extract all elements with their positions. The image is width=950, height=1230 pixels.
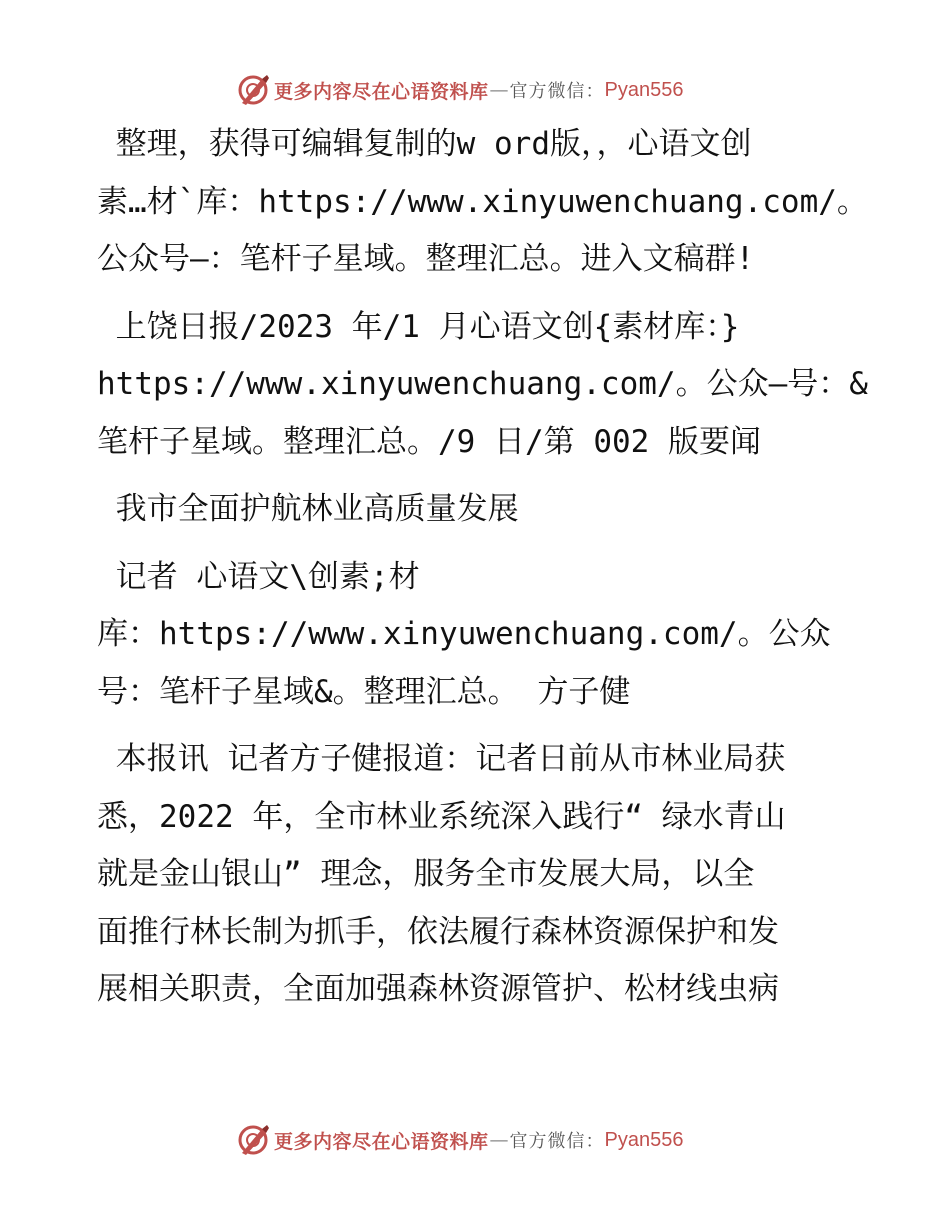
quill-logo-icon <box>236 1123 270 1157</box>
text-line: 整理，获得可编辑复制的w ord版，，心语文创 <box>97 126 752 162</box>
text-line: 本报讯 记者方子健报道：记者日前从市林业局获 <box>97 741 786 777</box>
watermark-wechat-id: Pyan556 <box>604 78 684 101</box>
paragraph-source <box>97 299 867 472</box>
text-line: 我市全面护航林业高质量发展 <box>97 491 519 527</box>
quill-logo-icon <box>236 73 270 107</box>
text-line: https://www.xinyuwenchuang.com/。公众—号：& <box>97 366 868 402</box>
text-line: 笔杆子星域。整理汇总。/9 日/第 002 版要闻 <box>97 423 761 460</box>
text-line: 记者 心语文\创素;材 <box>97 558 420 595</box>
paragraph-intro <box>97 116 867 289</box>
watermark-dash: — <box>489 79 509 101</box>
paragraph-byline <box>97 549 867 722</box>
watermark-wechat-label: 官方微信： <box>509 1131 605 1152</box>
watermark-footer <box>236 1122 683 1158</box>
watermark-text: 更多内容尽在心语资料库 <box>274 80 489 103</box>
text-line: 库：https://www.xinyuwenchuang.com/。公众 <box>97 616 831 652</box>
watermark-text: 更多内容尽在心语资料库 <box>274 1130 489 1153</box>
text-line: 悉，2022 年，全市林业系统深入践行“ 绿水青山 <box>97 798 786 835</box>
paragraph-body <box>97 731 867 1019</box>
watermark-wechat-id: Pyan556 <box>604 1128 684 1151</box>
text-line: 就是金山银山” 理念，服务全市发展大局，以全 <box>97 856 755 892</box>
article-body <box>97 116 867 1029</box>
text-line: 上饶日报/2023 年/1 月心语文创{素材库：} <box>97 308 740 345</box>
watermark-header <box>236 72 683 108</box>
watermark-wechat-label: 官方微信： <box>509 81 605 102</box>
watermark-dash: — <box>489 1129 509 1151</box>
text-line: 素…材`库：https://www.xinyuwenchuang.com/。 <box>97 183 868 220</box>
text-line: 公众号—：笔杆子星域。整理汇总。进入文稿群! <box>97 241 755 277</box>
text-line: 面推行林长制为抓手，依法履行森林资源保护和发 <box>97 913 779 950</box>
text-line: 号：笔杆子星域&。整理汇总。 方子健 <box>97 673 631 710</box>
article-headline <box>97 481 867 539</box>
text-line: 展相关职责，全面加强森林资源管护、松材线虫病 <box>97 971 779 1007</box>
